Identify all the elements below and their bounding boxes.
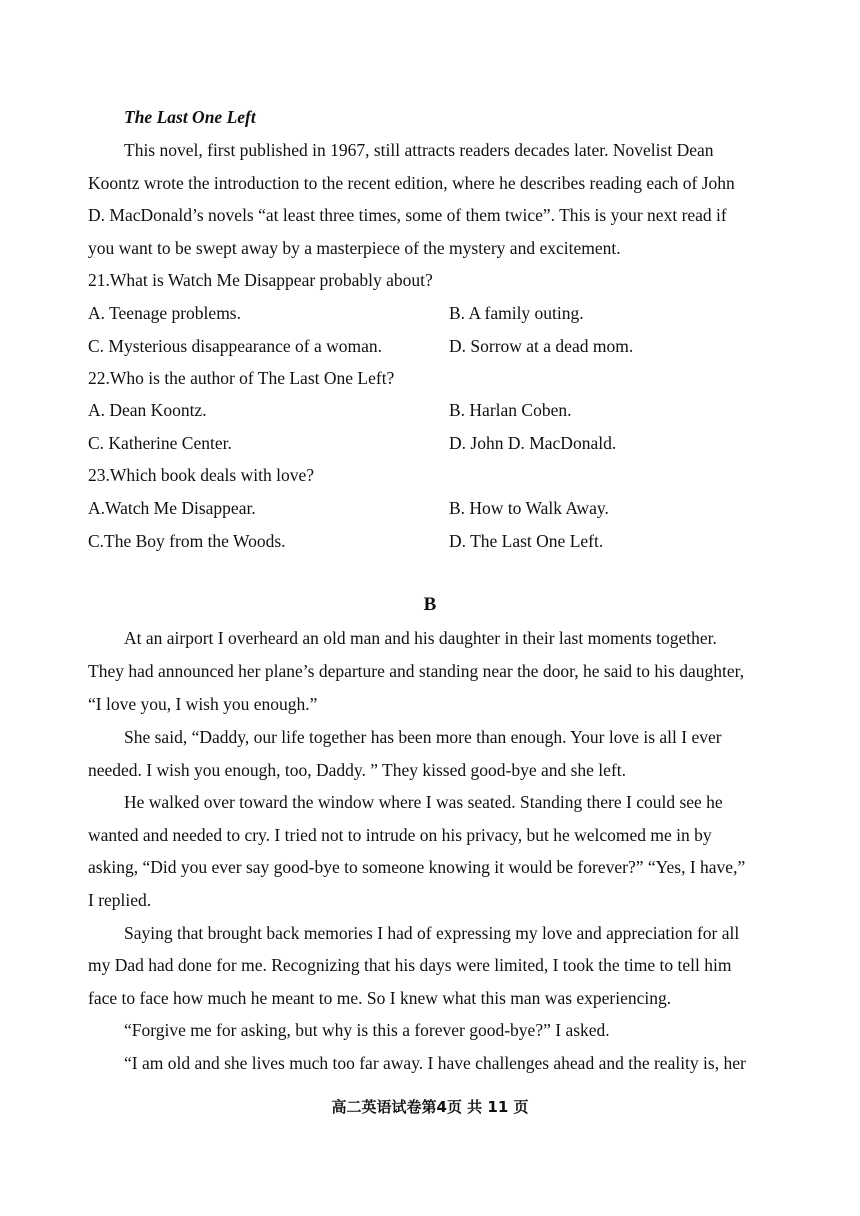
book-title: The Last One Left <box>124 107 256 127</box>
passage-line: This novel, first published in 1967, still attracts readers decades later. Novelist Dean <box>124 140 714 160</box>
passage-line: Koontz wrote the introduction to the recent edition, where he describes reading each of John <box>88 173 735 193</box>
answer-option: C. Mysterious disappearance of a woman. <box>88 336 383 356</box>
passage-line: my Dad had done for me. Recognizing that his days were limited, I took the time to tell him <box>88 955 732 975</box>
passage-line: needed. I wish you enough, too, Daddy. ” They kissed good-bye and she left. <box>88 760 627 780</box>
passage-line: “I love you, I wish you enough.” <box>88 694 318 714</box>
passage-line: I replied. <box>88 890 152 910</box>
passage-line: They had announced her plane’s departure and standing near the door, he said to his daughter, <box>88 661 745 681</box>
passage-line: She said, “Daddy, our life together has been more than enough. Your love is all I ever <box>124 727 722 747</box>
passage-line: asking, “Did you ever say good-bye to someone knowing it would be forever?” “Yes, I have,” <box>88 857 746 877</box>
passage-line: Saying that brought back memories I had of expressing my love and appreciation for all <box>124 923 740 943</box>
passage-line: you want to be swept away by a masterpiece of the mystery and excitement. <box>88 238 621 258</box>
answer-option: B. How to Walk Away. <box>449 498 609 518</box>
question-stem: 23.Which book deals with love? <box>88 465 314 485</box>
question-stem: 22.Who is the author of The Last One Left? <box>88 368 395 388</box>
answer-option: B. A family outing. <box>449 303 584 323</box>
passage-line: He walked over toward the window where I was seated. Standing there I could see he <box>124 792 723 812</box>
answer-option: D. John D. MacDonald. <box>449 433 617 453</box>
question-stem: 21.What is Watch Me Disappear probably about? <box>88 270 433 290</box>
answer-option: A. Dean Koontz. <box>88 400 207 420</box>
answer-option: D. Sorrow at a dead mom. <box>449 336 634 356</box>
answer-option: A.Watch Me Disappear. <box>88 498 256 518</box>
answer-option: C.The Boy from the Woods. <box>88 531 286 551</box>
section-heading: B <box>423 594 437 615</box>
answer-option: A. Teenage problems. <box>88 303 241 323</box>
passage-line: face to face how much he meant to me. So I knew what this man was experiencing. <box>88 988 672 1008</box>
answer-option: D. The Last One Left. <box>449 531 604 551</box>
passage-line: At an airport I overheard an old man and his daughter in their last moments together. <box>124 628 717 648</box>
passage-line: “Forgive me for asking, but why is this a forever good-bye?” I asked. <box>124 1020 610 1040</box>
passage-line: D. MacDonald’s novels “at least three times, some of them twice”. This is your next read if <box>88 205 727 225</box>
answer-option: B. Harlan Coben. <box>449 400 572 420</box>
page-footer: 高二英语试卷第4页 共 11 页 <box>331 1098 529 1116</box>
passage-line: “I am old and she lives much too far away. I have challenges ahead and the reality is, her <box>124 1053 746 1073</box>
answer-option: C. Katherine Center. <box>88 433 232 453</box>
passage-line: wanted and needed to cry. I tried not to intrude on his privacy, but he welcomed me in by <box>88 825 712 845</box>
